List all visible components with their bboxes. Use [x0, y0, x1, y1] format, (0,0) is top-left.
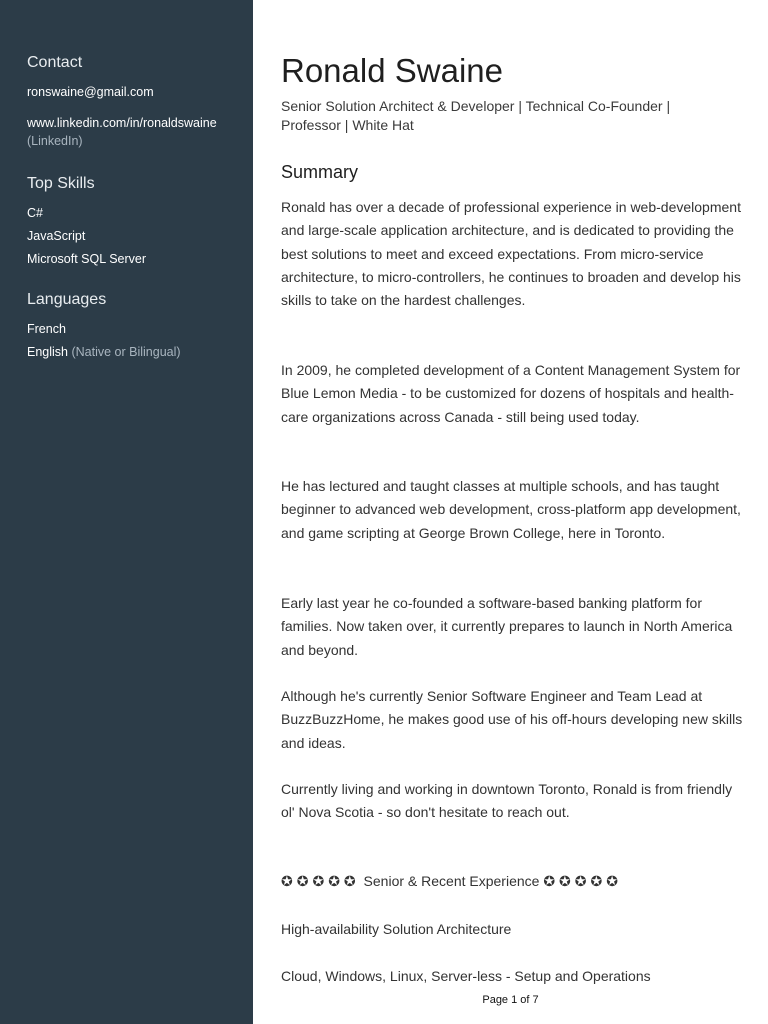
language-name: French — [27, 322, 66, 336]
contact-section — [27, 54, 217, 153]
linkedin-label: (LinkedIn) — [27, 134, 83, 148]
skill-item: JavaScript — [27, 229, 86, 243]
profile-name: Ronald Swaine — [281, 52, 503, 89]
profile-headline: Senior Solution Architect & Developer | Technical Co-Founder | Professor | White Hat — [281, 98, 671, 133]
skill-item: Microsoft SQL Server — [27, 252, 147, 266]
contact-heading: Contact — [27, 54, 83, 71]
summary-paragraph: In 2009, he completed development of a Content Management System for Blue Lemon Media - to be customized for dozens of hospitals and health-care organizations across Canada - still being used today. — [281, 362, 741, 425]
languages-section — [27, 291, 181, 364]
star-icon: ✪✪✪✪✪ — [281, 873, 360, 889]
linkedin-link[interactable]: www.linkedin.com/in/ronaldswaine — [27, 116, 217, 130]
summary-paragraph: Although he's currently Senior Software Engineer and Team Lead at BuzzBuzzHome, he makes good use of his off-hours developing new skills and ideas. — [281, 688, 743, 751]
skills-heading: Top Skills — [27, 175, 95, 192]
language-name: English — [27, 345, 68, 359]
experience-divider — [281, 873, 622, 890]
summary-heading: Summary — [281, 162, 359, 182]
language-level: (Native or Bilingual) — [71, 345, 181, 359]
experience-heading: Senior & Recent Experience — [363, 873, 540, 889]
language-item — [27, 318, 181, 341]
summary-paragraph: Ronald has over a decade of professional experience in web-development and large-scale application architecture, and is dedicated to providing the best solutions to meet and exceed expectations. From micro-service architecture, to micro-controllers, he continues to broaden and develop his skills to take on the hardest challenges. — [281, 199, 741, 309]
skill-item: C# — [27, 206, 43, 220]
skills-section — [27, 175, 146, 271]
page-number: Page 1 of 7 — [482, 994, 539, 1006]
summary-paragraph: Currently living and working in downtown Toronto, Ronald is from friendly ol' Nova Scotia - so don't hesitate to reach out. — [281, 781, 733, 821]
summary-paragraph: He has lectured and taught classes at multiple schools, and has taught beginner to advanced web development, cross-platform app development, and game scripting at George Brown College, here in Toronto. — [281, 478, 741, 541]
experience-item: High-availability Solution Architecture — [281, 921, 512, 937]
experience-item: Cloud, Windows, Linux, Server-less - Setup and Operations — [281, 968, 651, 984]
sidebar — [0, 0, 253, 1024]
summary-paragraph: Early last year he co-founded a software-based banking platform for families. Now taken over, it currently prepares to launch in North America and beyond. — [281, 595, 733, 658]
languages-heading: Languages — [27, 291, 107, 308]
star-icon: ✪✪✪✪✪ — [543, 873, 622, 889]
language-item — [27, 341, 181, 364]
email-link[interactable]: ronswaine@gmail.com — [27, 85, 154, 99]
